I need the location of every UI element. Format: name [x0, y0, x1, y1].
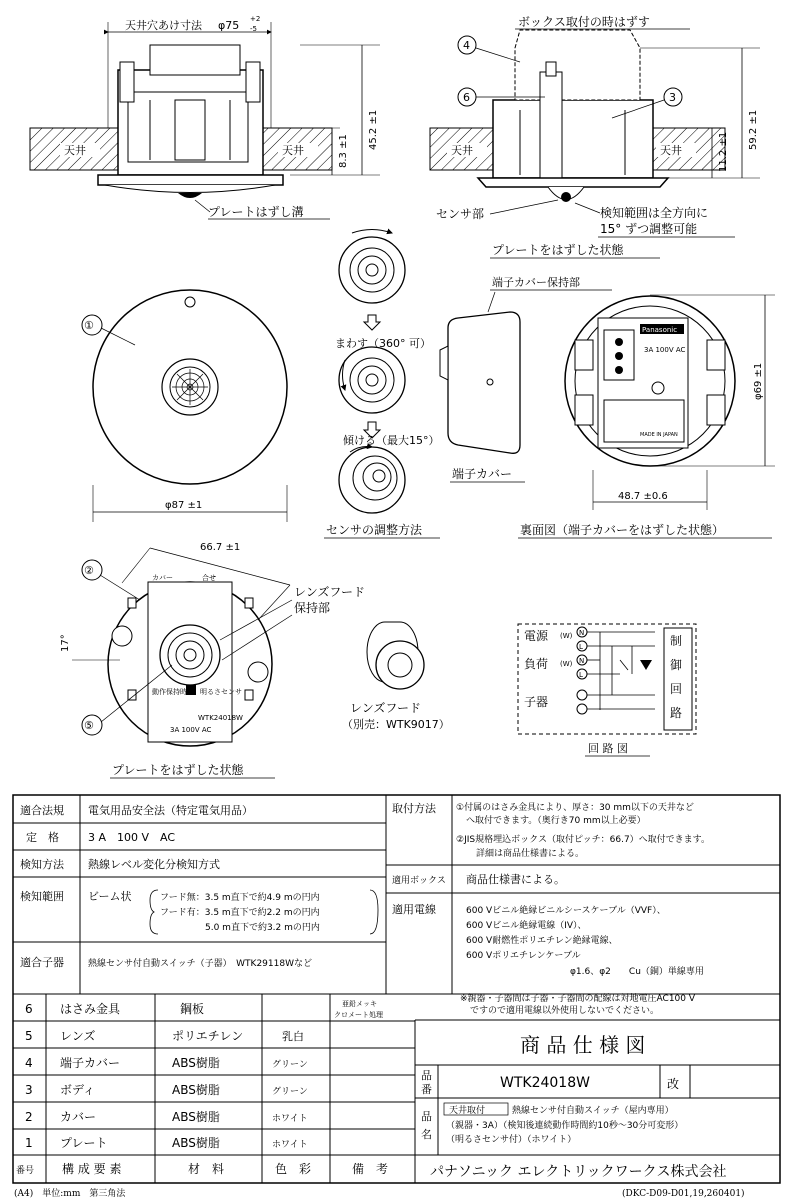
header-color: 色 彩 [275, 1162, 312, 1176]
tilt-label: 傾ける（最大15°） [343, 434, 440, 447]
detect-range-line-1: 検知範囲は全方向に [600, 206, 709, 220]
hole-cut-dim: φ75 [218, 19, 240, 32]
part-6-no: 6 [25, 1002, 33, 1016]
mount-line-1: ①付属のはさみ金具により、厚さ：30 mm以下の天井など [456, 803, 694, 813]
part-1-name: プレート [60, 1136, 108, 1150]
circuit-diagram [518, 624, 696, 756]
lens-hood-title: レンズフード [350, 701, 421, 715]
terminal-cover-holder: 端子カバー保持部 [492, 276, 580, 289]
box-mount-label: ボックス取付の時はずす [518, 15, 650, 29]
side-view-right [430, 14, 760, 258]
terminal-cover-label: 端子カバー [452, 467, 513, 481]
part-no-label-1: 品 [421, 1069, 432, 1082]
header-remark: 備 考 [352, 1162, 389, 1176]
wire-line-3: 600 V耐燃性ポリエチレン絶縁電線、 [466, 936, 618, 946]
bright-sensor-label: 明るさセンサ [200, 688, 242, 696]
circuit-w2: (W) [560, 660, 573, 668]
control-char-4: 路 [670, 706, 683, 720]
title-block [415, 1033, 780, 1180]
child-label: 適合子器 [20, 956, 64, 969]
part-5-material: ポリエチレン [172, 1029, 244, 1043]
parts-table [13, 994, 780, 1183]
note-line-1: ※親器・子器間は子器・子器間の配線は対地電圧AC100 V [460, 994, 696, 1004]
circuit-w1: (W) [560, 632, 573, 640]
lens-hood-holder-2: 保持部 [294, 601, 331, 615]
wire-line-2: 600 Vビニル絶縁電線（IV）、 [466, 921, 587, 931]
part-6-name: はさみ金具 [60, 1002, 121, 1016]
rating-value: 3 A 100 V AC [88, 831, 176, 844]
title-text: 商 品 仕 様 図 [520, 1033, 646, 1057]
back-made-in: MADE IN JAPAN [640, 432, 678, 438]
compliance-value: 電気用品安全法（特定電気用品） [88, 804, 253, 817]
part-2-name: カバー [60, 1110, 97, 1124]
mount-line-2: ②JIS規格埋込ボックス（取付ピッチ：66.7）へ取付できます。 [456, 835, 710, 845]
control-char-3: 回 [670, 682, 683, 696]
front-callout: ① [84, 319, 94, 332]
hold-time-label: 動作保持時間 [152, 688, 194, 696]
circuit-caption: 回 路 図 [588, 742, 628, 755]
range-label: 検知範囲 [20, 890, 64, 903]
part-1-color: ホワイト [272, 1140, 308, 1150]
rating-label: 定 格 [26, 831, 59, 844]
name-tag: 天井取付 [449, 1106, 486, 1116]
part-3-material: ABS樹脂 [172, 1083, 220, 1097]
name-line-3: （明るさセンサ付）（ホワイト） [446, 1135, 577, 1145]
range-line-1: フード無：3.5 m直下で約4.9 mの円内 [160, 893, 320, 903]
compliance-label: 適合法規 [20, 804, 64, 817]
ceiling-label-right-2: 天井 [660, 144, 682, 157]
plate-removed-view [60, 542, 365, 778]
circuit-n1: N [579, 629, 585, 637]
part-3-no: 3 [25, 1083, 33, 1097]
method-label: 検知方法 [20, 858, 64, 871]
part-2-color: ホワイト [272, 1114, 308, 1124]
header-name: 構 成 要 素 [62, 1162, 122, 1176]
lens-hood-holder-1: レンズフード [294, 585, 365, 599]
part-no-label-2: 番 [421, 1083, 432, 1096]
mount-line-1b: へ取付できます。（奥行き70 mm以上必要） [466, 816, 646, 826]
range-value: ビーム状 [88, 890, 132, 903]
dim-48-7: 48.7 ±0.6 [618, 491, 668, 502]
dim-87: φ87 ±1 [165, 500, 203, 511]
sensor-part-label: センサ部 [436, 207, 485, 221]
control-char-1: 制 [670, 634, 683, 648]
plate-rating: 3A 100V AC [170, 726, 212, 734]
plate-model: WTK24018W [198, 714, 243, 722]
name-label-2: 名 [421, 1128, 432, 1141]
plate-removed-caption-top: プレートをはずした状態 [492, 243, 624, 257]
box-value: 商品仕様書による。 [466, 873, 565, 886]
dim-11-2: 11.2 ±1 [718, 131, 729, 172]
circuit-load: 負荷 [524, 657, 549, 671]
part-1-no: 1 [25, 1136, 33, 1150]
footer-left: (A4) 単位:mm 第三角法 [14, 1189, 126, 1199]
callout-2: ② [84, 564, 94, 577]
name-label-1: 品 [421, 1110, 432, 1123]
company-name: パナソニック エレクトリックワークス株式会社 [430, 1164, 727, 1180]
joint-mark: 合せ [202, 574, 216, 582]
dim-59-2: 59.2 ±1 [748, 109, 759, 150]
name-line-1: 熱線センサ付自動スイッチ（屋内専用） [512, 1106, 674, 1116]
hole-tol-minus: -5 [250, 25, 257, 33]
sensor-adjust [324, 230, 440, 539]
method-value: 熱線レベル変化分検知方式 [88, 858, 220, 871]
mount-line-2b: 詳細は商品仕様書による。 [476, 849, 585, 859]
wire-line-5: φ1.6、φ2 Cu（銅）単線専用 [570, 967, 704, 977]
circuit-n2: N [579, 657, 585, 665]
child-value: 熱線センサ付自動スイッチ（子器） WTK29118Wなど [88, 959, 312, 969]
name-line-2: （親器・3A）（検知後連続動作時間約10秒～30分可変形） [446, 1121, 684, 1131]
plate-groove-label: プレートはずし溝 [208, 205, 304, 219]
circuit-l2: L [579, 671, 583, 679]
revision-label: 改 [667, 1077, 680, 1091]
footer-right: (DKC-D09-D01,19,260401) [622, 1189, 745, 1199]
part-4-material: ABS樹脂 [172, 1056, 220, 1070]
callout-4: 4 [463, 39, 470, 52]
part-no-value: WTK24018W [500, 1075, 590, 1091]
lens-hood-view [342, 622, 450, 731]
part-5-no: 5 [25, 1029, 33, 1043]
circuit-power: 電源 [524, 629, 549, 643]
range-line-2: フード有：3.5 m直下で約2.2 mの円内 [160, 908, 320, 918]
dim-69: φ69 ±1 [753, 362, 764, 400]
back-caption: 裏面図（端子カバーをはずした状態） [520, 523, 725, 537]
hole-tol-plus: +2 [250, 15, 261, 23]
angle-17: 17° [60, 634, 71, 652]
lens-hood-sub: （別売：WTK9017） [342, 718, 450, 731]
part-3-color: グリーン [272, 1087, 308, 1097]
cover-mark: カバー [152, 574, 173, 582]
note-line-2: ですので適用電線以外使用しないでください。 [470, 1006, 660, 1016]
part-3-name: ボディ [60, 1083, 96, 1097]
front-view [82, 290, 287, 522]
rotate-label: まわす（360° 可） [335, 337, 431, 350]
part-2-material: ABS樹脂 [172, 1110, 220, 1124]
wire-label: 適用電線 [392, 903, 436, 916]
callout-5: ⑤ [84, 719, 94, 732]
part-5-color: 乳白 [282, 1030, 304, 1043]
circuit-l1: L [579, 643, 583, 651]
range-line-3: 5.0 m直下で約3.2 mの円内 [205, 923, 320, 933]
ceiling-label-left-2: 天井 [451, 144, 473, 157]
ceiling-label-right: 天井 [282, 144, 304, 157]
part-6-remark-2: クロメート処理 [334, 1011, 383, 1019]
back-rating: 3A 100V AC [644, 346, 686, 354]
dim-66-7: 66.7 ±1 [200, 542, 241, 553]
back-view [518, 295, 775, 538]
box-label: 適用ボックス [392, 876, 446, 886]
plate-removed-caption: プレートをはずした状態 [112, 763, 244, 777]
dim-45-2: 45.2 ±1 [368, 109, 379, 150]
header-no: 番号 [16, 1166, 35, 1176]
wire-line-1: 600 Vビニル絶縁ビニルシースケーブル（VVF）、 [466, 906, 666, 916]
hole-cut-label: 天井穴あけ寸法 [125, 19, 202, 32]
side-view-left [30, 15, 380, 219]
sensor-adjust-caption: センサの調整方法 [326, 523, 423, 537]
ceiling-label-left: 天井 [64, 144, 86, 157]
part-4-no: 4 [25, 1056, 33, 1070]
part-4-color: グリーン [272, 1060, 308, 1070]
callout-6: 6 [463, 91, 470, 104]
circuit-child: 子器 [524, 695, 549, 709]
back-brand: Panasonic [642, 326, 678, 334]
mount-label: 取付方法 [392, 802, 436, 815]
part-5-name: レンズ [60, 1029, 96, 1043]
wire-line-4: 600 Vポリエチレンケーブル [466, 951, 581, 961]
part-6-material: 鋼板 [180, 1002, 205, 1016]
header-material: 材 料 [188, 1162, 225, 1176]
dim-8-3: 8.3 ±1 [338, 134, 349, 168]
part-2-no: 2 [25, 1110, 33, 1124]
detect-range-line-2: 15° ずつ調整可能 [600, 222, 698, 236]
control-char-2: 御 [670, 658, 683, 672]
part-1-material: ABS樹脂 [172, 1136, 220, 1150]
callout-3: 3 [669, 91, 676, 104]
part-6-remark-1: 亜鉛メッキ [342, 1000, 377, 1008]
part-4-name: 端子カバー [60, 1056, 121, 1070]
